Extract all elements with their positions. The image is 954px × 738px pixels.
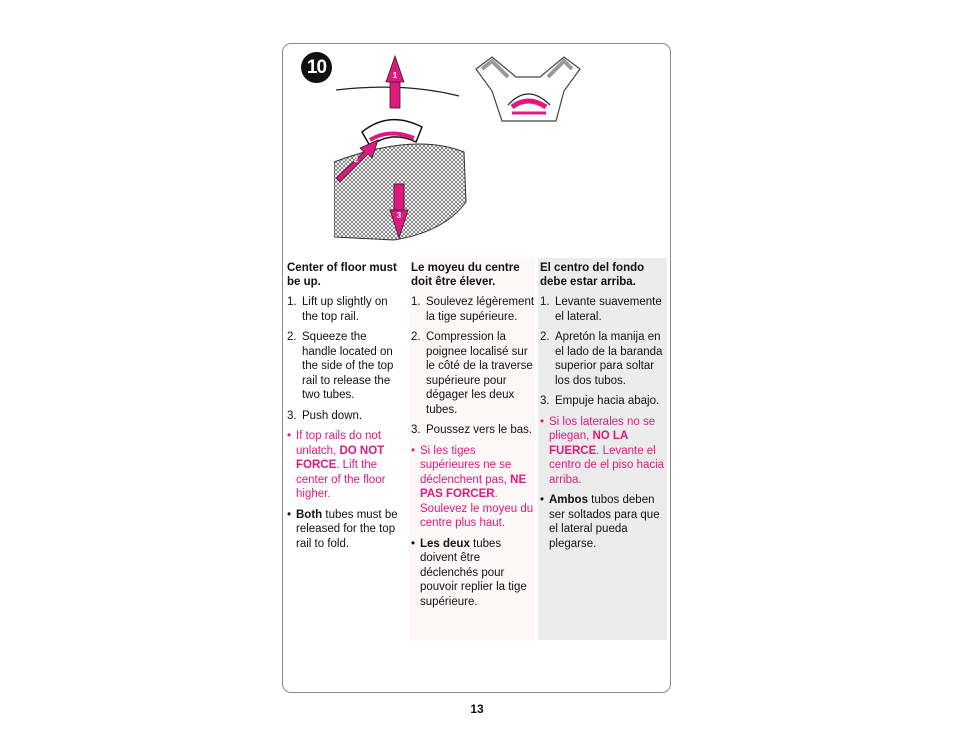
list-item: 3. Empuje hacia abajo.: [540, 395, 660, 407]
warning-note: • Si los laterales no se pliegan, NO LA FUERCE. Levante el centro de el piso hacia arriba.: [540, 415, 665, 486]
list-item: 3. Poussez vers le bas.: [411, 424, 533, 436]
release-note: • Les deux tubes doivent être déclenchés pour pouvoir replier la tige supérieure.: [411, 537, 527, 608]
list-item: 2. Squeeze the handle located on the side of the top rail to release the two tubes.: [287, 331, 394, 401]
warning-note: • Si les tiges supérieures ne se déclenchent pas, NE PAS FORCER. Soulevez le moyeu du centre plus haut.: [411, 444, 534, 529]
french-heading: Le moyeu du centre doit être élever.: [411, 262, 520, 288]
french-column: [409, 258, 535, 640]
release-note: • Both tubes must be released for the top rail to fold.: [287, 508, 398, 550]
spanish-column: [538, 258, 667, 640]
warning-note: • If top rails do not unlatch, DO NOT FORCE. Lift the center of the floor higher.: [287, 430, 386, 500]
arrow-up-1: [386, 56, 404, 108]
svg-text:2: 2: [353, 155, 359, 164]
list-item: 2. Compression la poignee localisé sur le côté de la traverse supérieure pour dégager les deux tubes.: [411, 331, 533, 416]
spanish-heading: El centro del fondo debe estar arriba.: [540, 262, 645, 288]
list-item: 3. Push down.: [287, 409, 363, 422]
hub-inset-illustration: [472, 55, 584, 125]
list-item: 2. Apretón la manija en el lado de la baranda superior para soltar los dos tubos.: [540, 331, 663, 387]
list-item: 1. Levante suavemente el lateral.: [540, 296, 662, 323]
page-number: 13: [470, 702, 484, 716]
svg-text:1: 1: [392, 71, 398, 80]
step-number-badge: 10: [301, 52, 332, 83]
list-item: 1. Lift up slightly on the top rail.: [287, 296, 388, 323]
release-note: • Ambos tubos deben ser soltados para que el lateral pueda plegarse.: [540, 494, 660, 550]
list-item: 1. Soulevez légèrement la tige supérieure.: [411, 296, 535, 323]
svg-text:3: 3: [396, 211, 402, 220]
english-heading: Center of floor must be up.: [287, 262, 397, 288]
english-column: [287, 258, 404, 557]
